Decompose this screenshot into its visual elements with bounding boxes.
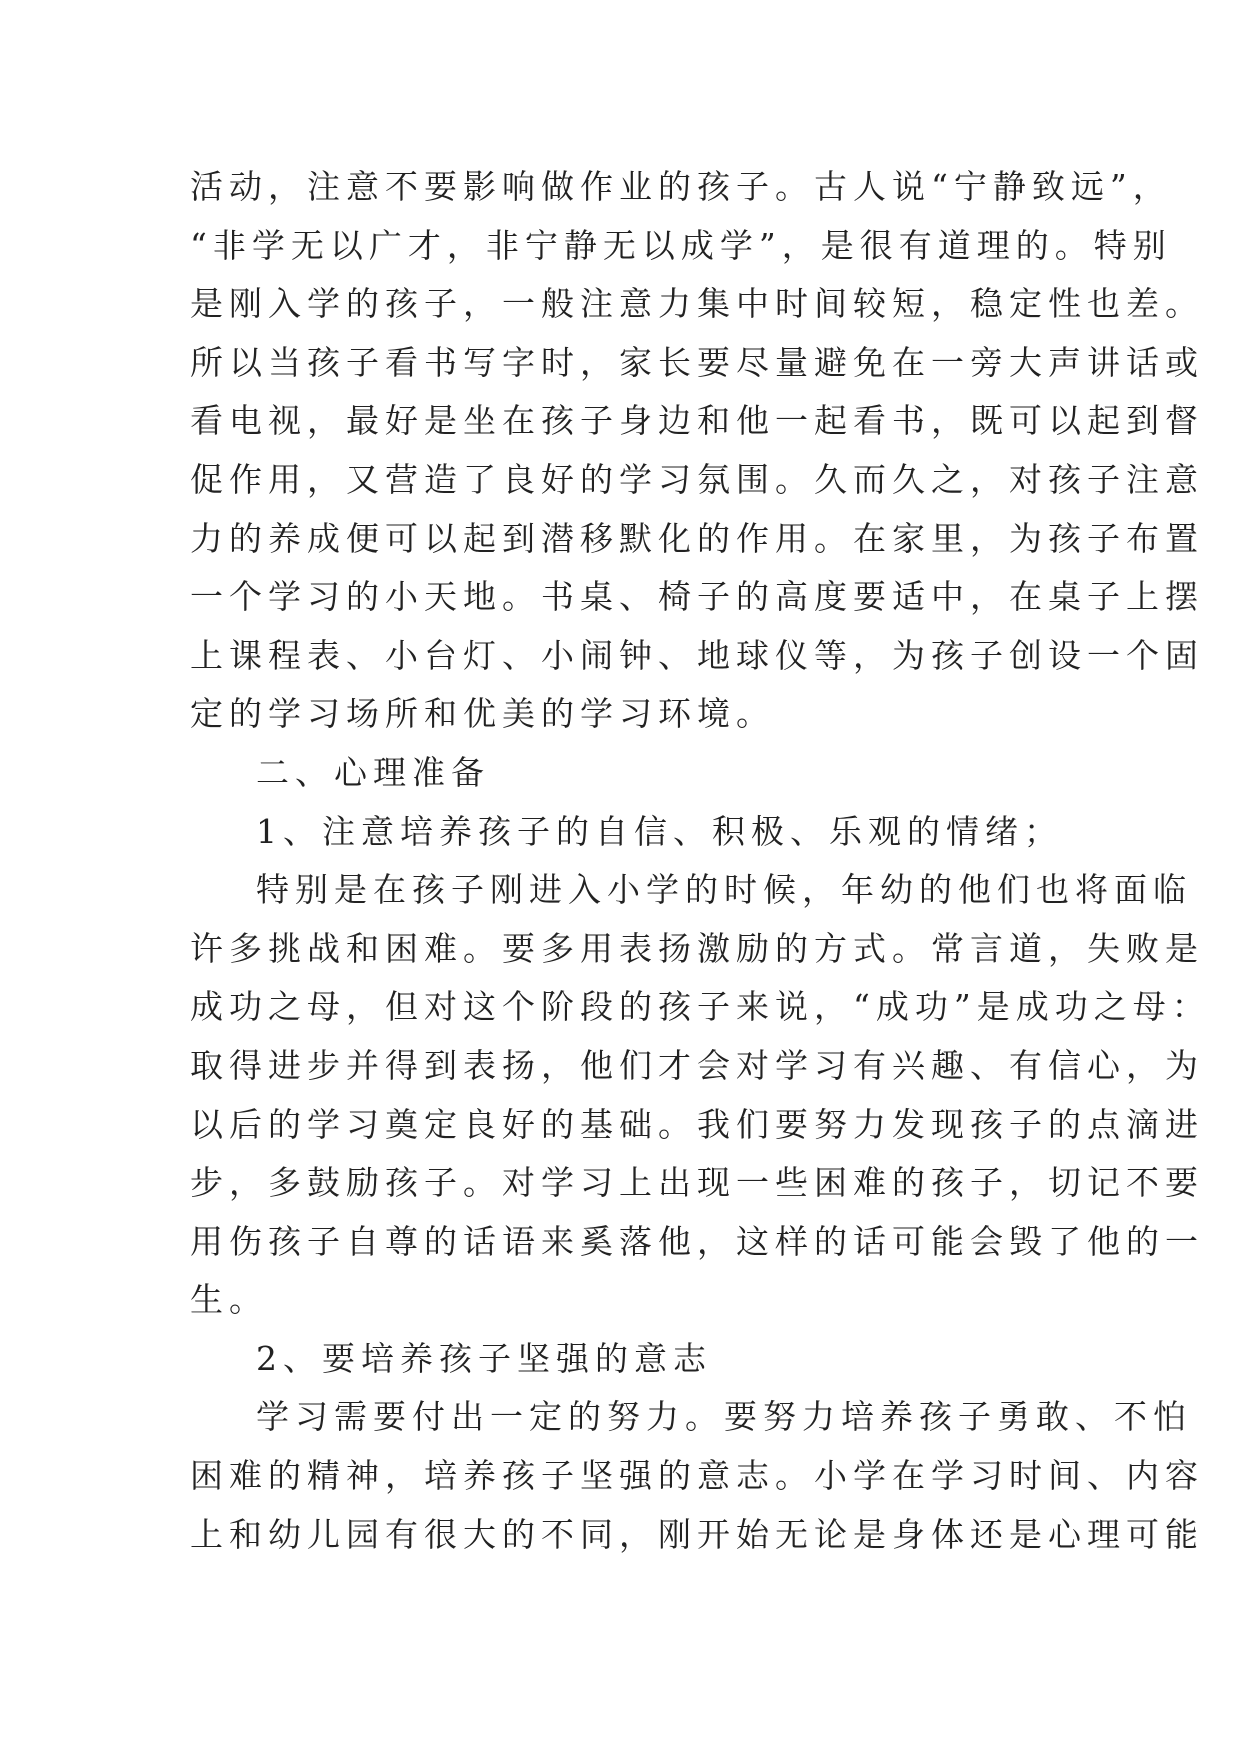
text-line: 困难的精神，培养孩子坚强的意志。小学在学习时间、内容 xyxy=(190,1456,1204,1496)
body-text xyxy=(190,158,1211,1564)
text-line: 特别是在孩子刚进入小学的时候，年幼的他们也将面临 xyxy=(256,870,1192,910)
text-line: 生。 xyxy=(190,1280,268,1320)
text-line: “非学无以广才，非宁静无以成学”，是很有道理的。特别 xyxy=(190,225,1172,265)
text-line: 上课程表、小台灯、小闹钟、地球仪等，为孩子创设一个固 xyxy=(190,635,1204,675)
text-line: 学习需要付出一定的努力。要努力培养孩子勇敢、不怕 xyxy=(256,1397,1192,1437)
text-line: 2、要培养孩子坚强的意志 xyxy=(256,1338,712,1378)
text-line: 活动，注意不要影响做作业的孩子。古人说“宁静致远”， xyxy=(190,167,1172,206)
text-line: 上和幼儿园有很大的不同，刚开始无论是身体还是心理可能 xyxy=(190,1514,1204,1554)
text-line: 成功之母，但对这个阶段的孩子来说，“成功”是成功之母： xyxy=(190,987,1211,1027)
text-line: 看电视，最好是坐在孩子身边和他一起看书，既可以起到督 xyxy=(190,401,1204,441)
text-line: 力的养成便可以起到潜移默化的作用。在家里，为孩子布置 xyxy=(190,518,1204,558)
text-line: 用伤孩子自尊的话语来奚落他，这样的话可能会毁了他的一 xyxy=(190,1221,1204,1261)
text-line: 是刚入学的孩子，一般注意力集中时间较短，稳定性也差。 xyxy=(190,284,1204,324)
text-line: 一个学习的小天地。书桌、椅子的高度要适中，在桌子上摆 xyxy=(190,577,1204,617)
text-line: 促作用，又营造了良好的学习氛围。久而久之，对孩子注意 xyxy=(190,459,1204,499)
text-line: 取得进步并得到表扬，他们才会对学习有兴趣、有信心，为 xyxy=(190,1045,1204,1085)
text-line: 许多挑战和困难。要多用表扬激励的方式。常言道，失败是 xyxy=(190,928,1204,968)
text-line: 二、心理准备 xyxy=(256,752,490,792)
text-line: 步，多鼓励孩子。对学习上出现一些困难的孩子，切记不要 xyxy=(190,1163,1204,1203)
text-line: 1、注意培养孩子的自信、积极、乐观的情绪； xyxy=(256,811,1063,851)
text-line: 所以当孩子看书写字时，家长要尽量避免在一旁大声讲话或 xyxy=(190,342,1204,382)
text-line: 定的学习场所和优美的学习环境。 xyxy=(190,694,775,734)
text-line: 以后的学习奠定良好的基础。我们要努力发现孩子的点滴进 xyxy=(190,1104,1204,1144)
